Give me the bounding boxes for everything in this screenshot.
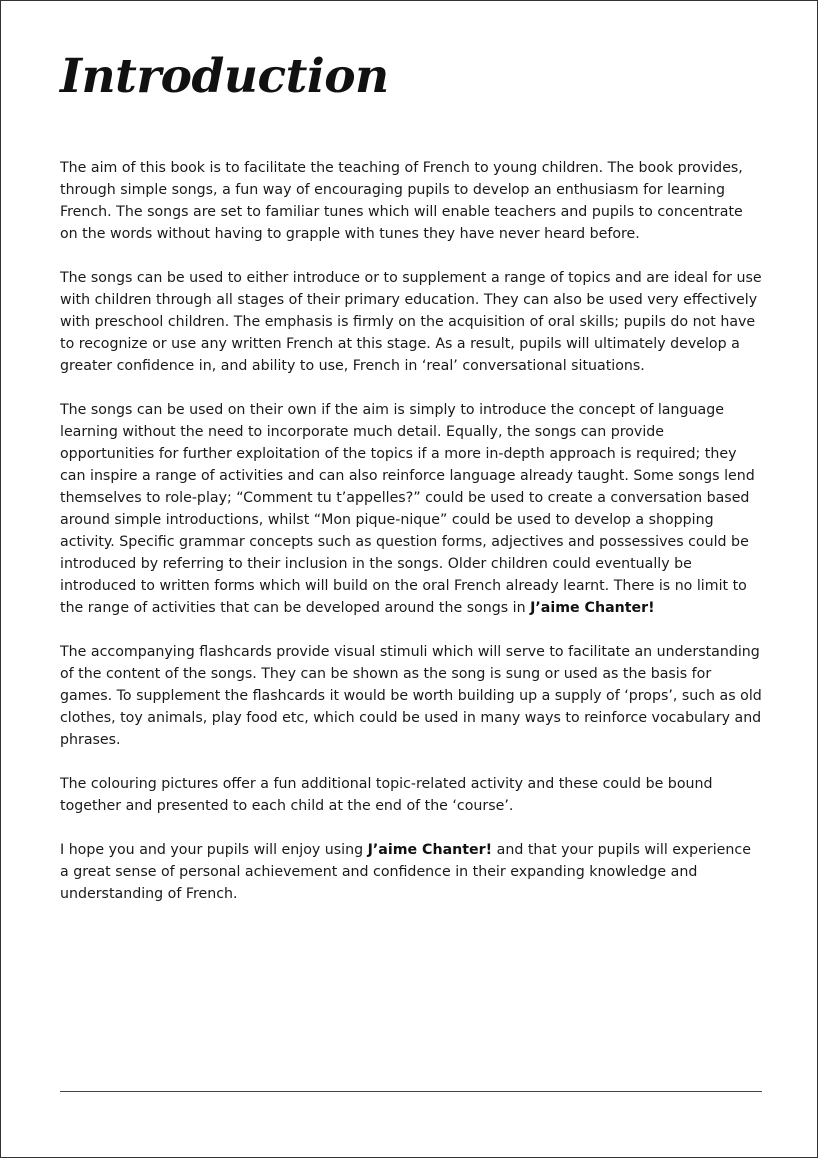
paragraph-colouring: The colouring pictures offer a fun additional topic-related activity and these could be bound together and presented to each child at the end of the ‘course’. [60, 776, 713, 814]
paragraph-closing-start: I hope you and your pupils will enjoy using [60, 842, 368, 858]
body-text [60, 157, 762, 927]
paragraph-flashcards: The accompanying flashcards provide visual stimuli which will serve to facilitate an understanding of the content of the songs. They can be shown as the song is sung or used as the basis for games. To supplement the flashcards it would be worth building up a supply of ‘props’, such as old clothes, toy animals, play food etc, which could be used in many ways to reinforce vocabulary and phrases. [60, 644, 762, 748]
paragraph-aim: The aim of this book is to facilitate the teaching of French to young children. The book provides, through simple songs, a fun way of encouraging pupils to develop an enthusiasm for learning French. The songs are set to familiar tunes which will enable teachers and pupils to concentrate on the words without having to grapple with tunes they have never heard before. [60, 160, 743, 242]
book-title-bold: J’aime Chanter! [367, 842, 493, 858]
paragraph-activities-text: The songs can be used on their own if the aim is simply to introduce the concept of language learning without the need to incorporate much detail. Equally, the songs can provide opportunities for further exploitation of the topics if a more in-depth approach is required; they can inspire a range of activities and can also reinforce language already taught. Some songs lend themselves to role-play; “Comment tu t’appelles?” could be used to create a conversation based around simple introductions, whilst “Mon pique-nique” could be used to develop a shopping activity. Specific grammar concepts such as question forms, adjectives and possessives could be introduced by referring to their inclusion in the songs. Older children could eventually be introduced to written forms which will build on the oral French already learnt. There is no limit to the range of activities that can be developed around the songs in [60, 402, 755, 616]
page-title: Introduction [60, 49, 389, 104]
paragraph-closing-end: and that your pupils will experience a great sense of personal achievement and confidence in their expanding knowledge and understanding of French. [60, 842, 751, 902]
paragraph-topics: The songs can be used to either introduce or to supplement a range of topics and are ideal for use with children through all stages of their primary education. They can also be used very effectively with preschool children. The emphasis is firmly on the acquisition of oral skills; pupils do not have to recognize or use any written French at this stage. As a result, pupils will ultimately develop a greater confidence in, and ability to use, French in ‘real’ conversational situations. [60, 270, 762, 374]
paragraph-activities [60, 399, 762, 619]
paragraph-closing [60, 839, 762, 905]
book-title-bold: J’aime Chanter! [530, 600, 655, 616]
footer-divider [60, 1091, 762, 1092]
